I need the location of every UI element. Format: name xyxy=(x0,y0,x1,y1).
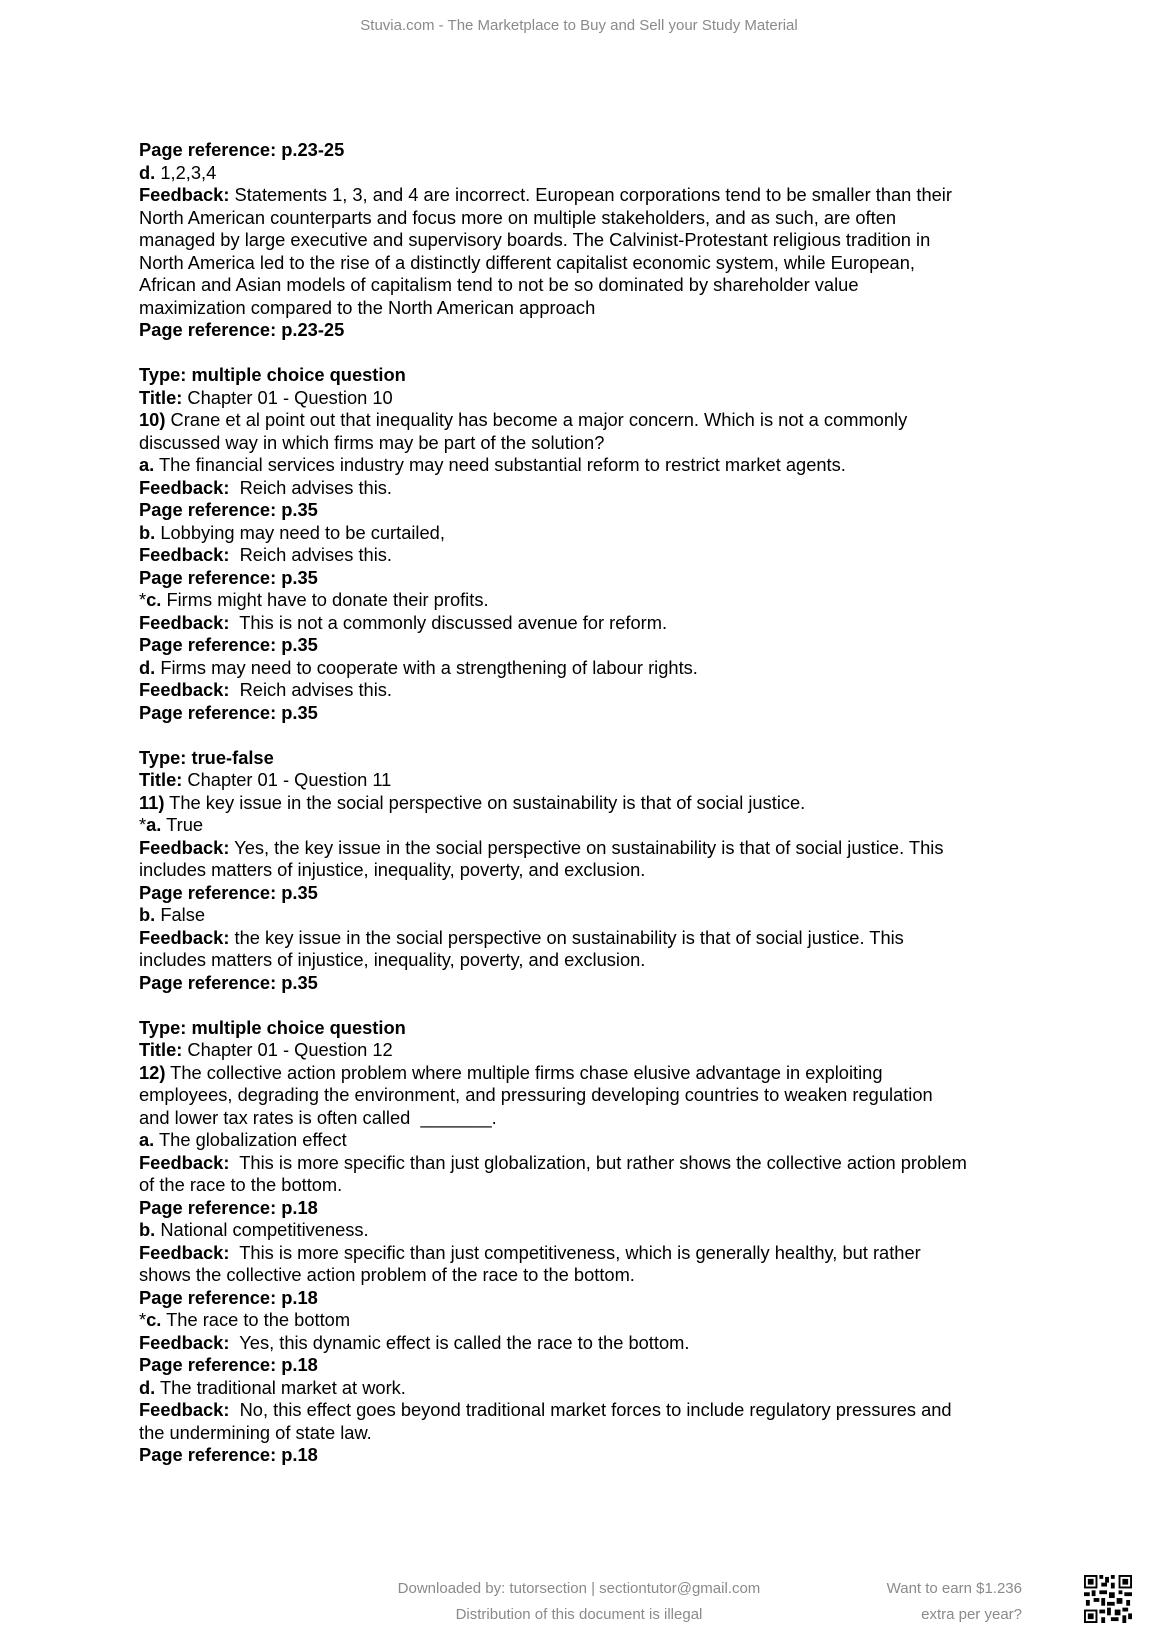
line-text: This is more specific than just globalization, but rather shows the collective action problem xyxy=(229,1151,967,1173)
text-line xyxy=(139,792,1039,815)
text-line xyxy=(139,409,1039,432)
footer-downloaded-by: Downloaded by: tutorsection | sectiontutor@gmail.com xyxy=(397,1580,761,1597)
text-line xyxy=(139,477,1039,500)
line-text: of the race to the bottom. xyxy=(139,1174,343,1195)
text-line xyxy=(139,319,1039,342)
text-line xyxy=(139,454,1039,477)
text-line xyxy=(139,589,1039,612)
bold-label: Page reference: p.35 xyxy=(139,566,318,588)
text-line xyxy=(139,1354,1039,1377)
bold-label: Type: true-false xyxy=(139,746,274,768)
line-text: employees, degrading the environment, and pressuring developing countries to weaken regulation xyxy=(139,1084,933,1105)
paragraph-gap xyxy=(139,994,1039,1017)
line-text: includes matters of injustice, inequality, poverty, and exclusion. xyxy=(139,859,646,880)
text-line xyxy=(139,769,1039,792)
line-text: the undermining of state law. xyxy=(139,1421,372,1443)
text-line xyxy=(139,612,1039,635)
bold-label: Title: xyxy=(139,386,183,408)
text-line xyxy=(139,814,1039,837)
line-text: Firms might have to donate their profits. xyxy=(161,589,489,610)
line-text: North American counterparts and focus more on multiple stakeholders, and as such, are often xyxy=(139,206,897,228)
bold-label: Page reference: p.23-25 xyxy=(139,319,345,340)
text-line xyxy=(139,1152,1039,1175)
line-text: Statements 1, 3, and 4 are incorrect. European corporations tend to be smaller than their xyxy=(229,184,952,205)
line-text: maximization compared to the North American approach xyxy=(139,296,596,318)
text-line xyxy=(139,1219,1039,1242)
text-line xyxy=(139,229,1039,252)
bold-label: Feedback: xyxy=(139,1331,230,1353)
text-line xyxy=(139,1444,1039,1467)
bold-label: Type: multiple choice question xyxy=(139,1016,406,1038)
line-text: Yes, this dynamic effect is called the race to the bottom. xyxy=(229,1331,690,1353)
text-line xyxy=(139,252,1039,275)
line-text: False xyxy=(155,904,206,925)
bold-label: Page reference: p.35 xyxy=(139,634,318,655)
line-text: Firms may need to cooperate with a strengthening of labour rights. xyxy=(155,656,698,678)
text-line xyxy=(139,1309,1039,1332)
bold-label: a. xyxy=(139,1129,155,1150)
line-text: The traditional market at work. xyxy=(155,1376,406,1398)
text-line xyxy=(139,1107,1039,1130)
line-text: The collective action problem where multiple firms chase elusive advantage in exploiting xyxy=(165,1061,883,1083)
line-text: Reich advises this. xyxy=(229,544,393,565)
bold-label: Feedback: xyxy=(139,1151,230,1173)
text-line xyxy=(139,1422,1039,1445)
text-line xyxy=(139,387,1039,410)
line-text: includes matters of injustice, inequality, poverty, and exclusion. xyxy=(139,949,646,970)
text-line xyxy=(139,1399,1039,1422)
line-text: Crane et al point out that inequality has become a major concern. Which is not a commonly xyxy=(165,409,908,430)
bold-label: Page reference: p.35 xyxy=(139,701,318,723)
bold-label: d. xyxy=(139,656,156,678)
bold-label: Page reference: p.35 xyxy=(139,499,318,520)
line-text: the key issue in the social perspective on sustainability is that of social justice. This xyxy=(229,926,904,948)
text-line xyxy=(139,432,1039,455)
text-line xyxy=(139,882,1039,905)
line-text: This is more specific than just competitiveness, which is generally healthy, but rather xyxy=(229,1241,921,1263)
text-line xyxy=(139,837,1039,860)
text-line xyxy=(139,1264,1039,1287)
bold-label: Feedback: xyxy=(139,611,230,633)
text-line xyxy=(139,634,1039,657)
bold-label: Feedback: xyxy=(139,926,230,948)
text-line xyxy=(139,1039,1039,1062)
text-line xyxy=(139,972,1039,995)
text-line xyxy=(139,162,1039,185)
bold-label: d. xyxy=(139,161,156,183)
bold-label: 12) xyxy=(139,1061,166,1083)
paragraph-gap xyxy=(139,342,1039,365)
bold-label: c. xyxy=(146,589,162,610)
text-line xyxy=(139,297,1039,320)
line-text: National competitiveness. xyxy=(155,1219,369,1240)
line-text: The globalization effect xyxy=(154,1129,347,1150)
bold-label: a. xyxy=(139,454,155,475)
text-line xyxy=(139,274,1039,297)
line-text: shows the collective action problem of the race to the bottom. xyxy=(139,1264,635,1285)
line-text: discussed way in which firms may be part of the solution? xyxy=(139,431,605,453)
bold-label: Feedback: xyxy=(139,544,230,565)
bold-label: Page reference: p.18 xyxy=(139,1354,318,1375)
bold-label: 11) xyxy=(139,791,165,813)
line-text: True xyxy=(161,814,204,835)
text-line xyxy=(139,499,1039,522)
line-text: This is not a commonly discussed avenue for reform. xyxy=(229,611,668,633)
text-line xyxy=(139,702,1039,725)
qr-code-icon[interactable] xyxy=(1084,1575,1132,1623)
line-text: Reich advises this. xyxy=(229,476,393,498)
bold-label: Page reference: p.18 xyxy=(139,1196,318,1218)
bold-label: 10) xyxy=(139,409,166,430)
footer-earn-line1[interactable]: Want to earn $1.236 xyxy=(886,1580,1022,1597)
bold-label: Feedback: xyxy=(139,1399,230,1420)
text-line xyxy=(139,1062,1039,1085)
line-text: Reich advises this. xyxy=(229,679,393,700)
bold-label: Page reference: p.18 xyxy=(139,1444,318,1465)
line-text: No, this effect goes beyond traditional market forces to include regulatory pressures and xyxy=(229,1399,952,1420)
text-line xyxy=(139,1377,1039,1400)
footer-earn-line2[interactable]: extra per year? xyxy=(921,1606,1022,1623)
text-line xyxy=(139,657,1039,680)
text-line xyxy=(139,567,1039,590)
text-line xyxy=(139,859,1039,882)
bold-label: Page reference: p.23-25 xyxy=(139,139,345,160)
line-text: The race to the bottom xyxy=(161,1309,351,1330)
bold-label: c. xyxy=(146,1309,162,1330)
bold-label: Page reference: p.35 xyxy=(139,971,318,993)
document-body xyxy=(139,139,1039,1467)
bold-label: Page reference: p.18 xyxy=(139,1286,318,1308)
text-line xyxy=(139,679,1039,702)
text-line xyxy=(139,949,1039,972)
text-line xyxy=(139,1017,1039,1040)
footer-distribution-notice: Distribution of this document is illegal xyxy=(455,1606,703,1623)
bold-label: Page reference: p.35 xyxy=(139,881,318,903)
line-text: Lobbying may need to be curtailed, xyxy=(155,521,445,543)
bold-label: d. xyxy=(139,1376,156,1398)
text-line xyxy=(139,747,1039,770)
bold-label: Title: xyxy=(139,769,183,790)
paragraph-gap xyxy=(139,724,1039,747)
line-text: African and Asian models of capitalism tend to not be so dominated by shareholder value xyxy=(139,274,859,295)
stuvia-header: Stuvia.com - The Marketplace to Buy and Sell your Study Material xyxy=(360,17,798,34)
text-line xyxy=(139,207,1039,230)
bold-label: b. xyxy=(139,904,156,925)
line-text: Chapter 01 - Question 11 xyxy=(182,769,392,790)
line-text: Yes, the key issue in the social perspective on sustainability is that of social justice. This xyxy=(229,836,944,858)
bold-label: a. xyxy=(146,814,162,835)
line-text: 1,2,3,4 xyxy=(155,161,217,183)
text-line xyxy=(139,1332,1039,1355)
text-line xyxy=(139,1129,1039,1152)
bold-label: b. xyxy=(139,1219,156,1240)
text-line xyxy=(139,364,1039,387)
line-text: Chapter 01 - Question 10 xyxy=(182,386,393,408)
text-line xyxy=(139,139,1039,162)
correct-answer-marker: * xyxy=(139,589,147,610)
text-line xyxy=(139,1084,1039,1107)
bold-label: Feedback: xyxy=(139,836,230,858)
bold-label: Feedback: xyxy=(139,679,230,700)
line-text: The financial services industry may need substantial reform to restrict market agents. xyxy=(154,454,846,475)
bold-label: Feedback: xyxy=(139,476,230,498)
text-line xyxy=(139,1174,1039,1197)
text-line xyxy=(139,927,1039,950)
text-line xyxy=(139,1287,1039,1310)
line-text: and lower tax rates is often called _______. xyxy=(139,1106,497,1128)
correct-answer-marker: * xyxy=(139,1309,147,1330)
line-text: North America led to the rise of a distinctly different capitalist economic system, while European, xyxy=(139,251,915,273)
text-line xyxy=(139,1197,1039,1220)
bold-label: Type: multiple choice question xyxy=(139,364,406,385)
text-line xyxy=(139,522,1039,545)
bold-label: Feedback: xyxy=(139,1241,230,1263)
correct-answer-marker: * xyxy=(139,814,147,835)
line-text: Chapter 01 - Question 12 xyxy=(182,1039,393,1060)
bold-label: b. xyxy=(139,521,156,543)
bold-label: Feedback: xyxy=(139,184,230,205)
text-line xyxy=(139,544,1039,567)
text-line xyxy=(139,904,1039,927)
text-line xyxy=(139,1242,1039,1265)
bold-label: Title: xyxy=(139,1039,183,1060)
text-line xyxy=(139,184,1039,207)
line-text: managed by large executive and supervisory boards. The Calvinist-Protestant religious tradition in xyxy=(139,229,931,250)
line-text: The key issue in the social perspective on sustainability is that of social justice. xyxy=(164,791,806,813)
